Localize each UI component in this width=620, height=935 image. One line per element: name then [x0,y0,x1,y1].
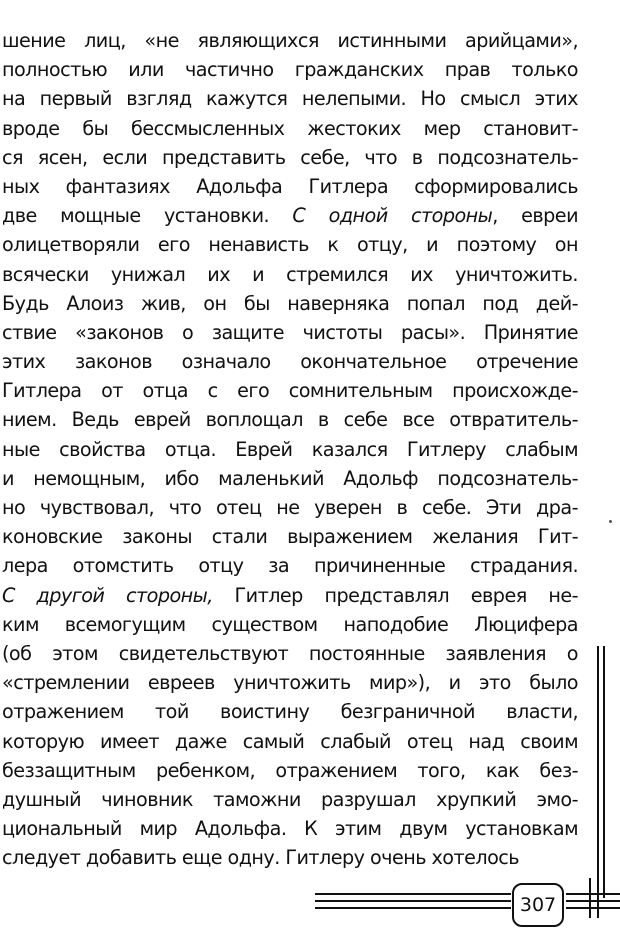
text-line [2,201,578,230]
text-line [2,143,578,172]
text-segment: вроде бы бессмысленных жестоких мер становит- [2,116,578,140]
text-segment: Гитлер представлял еврея не- [212,583,579,607]
text-line [2,260,578,289]
text-segment: ные свойства отца. Еврей казался Гитлеру слабым [2,437,578,461]
text-segment: ся ясен, если представить себе, что в подсознатель- [2,145,578,169]
text-segment: но чувствовал, что отец не уверен в себе. Эти дра- [2,496,578,519]
text-line [2,347,578,376]
text-line [2,114,578,143]
text-segment: которую имеет даже самый слабый отец над своим [2,729,578,753]
text-segment: беззащитным ребенком, отражением того, как без- [2,758,578,782]
page-number: 307 [519,894,557,916]
text-segment: отражением той воистину безграничной власти, [2,700,578,724]
text-segment: и немощным, ибо маленький Адольф подсознатель- [2,466,578,490]
text-segment: коновские законы стали выражением желания Гит- [2,525,578,549]
text-line [2,172,578,201]
text-line [2,551,578,580]
decorative-rule [589,878,591,918]
text-line [2,55,578,84]
text-segment: Гитлера от отца с его сомнительным происхожде- [2,379,578,403]
text-line [2,84,578,113]
text-line [2,435,578,464]
text-segment: лера отомстить отцу за причиненные страдания. [2,554,578,578]
scan-artifact [609,520,612,523]
text-line [2,464,578,493]
text-line [2,522,578,551]
text-line [2,289,578,318]
text-segment: ных фантазиях Адольфа Гитлера сформировались [2,174,578,198]
decorative-rule [566,893,620,895]
text-line [2,230,578,259]
emphasis-text: С одной стороны [292,204,493,228]
decorative-rule [597,646,599,898]
text-line [2,727,578,756]
decorative-rule [603,646,605,898]
text-segment: олицетворяли его ненависть к отцу, и поэтому он [2,233,578,257]
text-segment: «стремлении евреев уничтожить мир»), и это было [2,671,578,695]
text-line [2,843,578,872]
text-line [2,785,578,814]
text-line [2,639,578,668]
page-number-frame [512,883,564,927]
text-segment: на первый взгляд кажутся нелепыми. Но смысл этих [2,87,578,111]
text-segment: циональный мир Адольфа. К этим двум установкам [2,817,578,841]
text-line [2,756,578,785]
text-segment: ким всемогущим существом наподобие Люцифера [2,612,578,636]
text-line [2,610,578,639]
text-segment: следует добавить еще одну. Гитлеру очень хотелось [2,846,520,870]
text-segment: ствие «законов о защите чистоты расы». Принятие [2,320,578,344]
text-line [2,493,578,522]
text-line [2,697,578,726]
text-line [2,26,578,55]
decorative-rule [315,907,511,909]
decorative-rule [566,900,620,902]
text-segment: нием. Ведь еврей воплощал в себе все отвратитель- [2,408,578,432]
text-segment: (об этом свидетельствуют постоянные заявления о [2,641,578,665]
text-segment: две мощные установки. [2,204,293,228]
text-segment: этих законов означало окончательное отречение [2,350,578,374]
decorative-rule [315,893,511,895]
text-segment: полностью или частично гражданских прав только [2,58,578,82]
decorative-rule [315,900,511,902]
text-line [2,814,578,843]
text-line [2,668,578,697]
text-line [2,581,578,610]
emphasis-text: С другой стороны, [2,583,213,607]
body-text [2,26,578,872]
text-segment: , евреи [492,204,578,228]
text-segment: шение лиц, «не являющихся истинными арийцами», [2,29,578,52]
text-line [2,376,578,405]
decorative-rule [566,907,620,909]
text-segment: Будь Алоиз жив, он бы наверняка попал под дей- [2,291,578,315]
decorative-rule [597,878,599,918]
text-line [2,318,578,347]
text-line [2,405,578,434]
text-segment: душный чиновник таможни разрушал хрупкий эмо- [2,787,578,811]
text-segment: всячески унижал их и стремился их уничтожить. [2,262,578,286]
